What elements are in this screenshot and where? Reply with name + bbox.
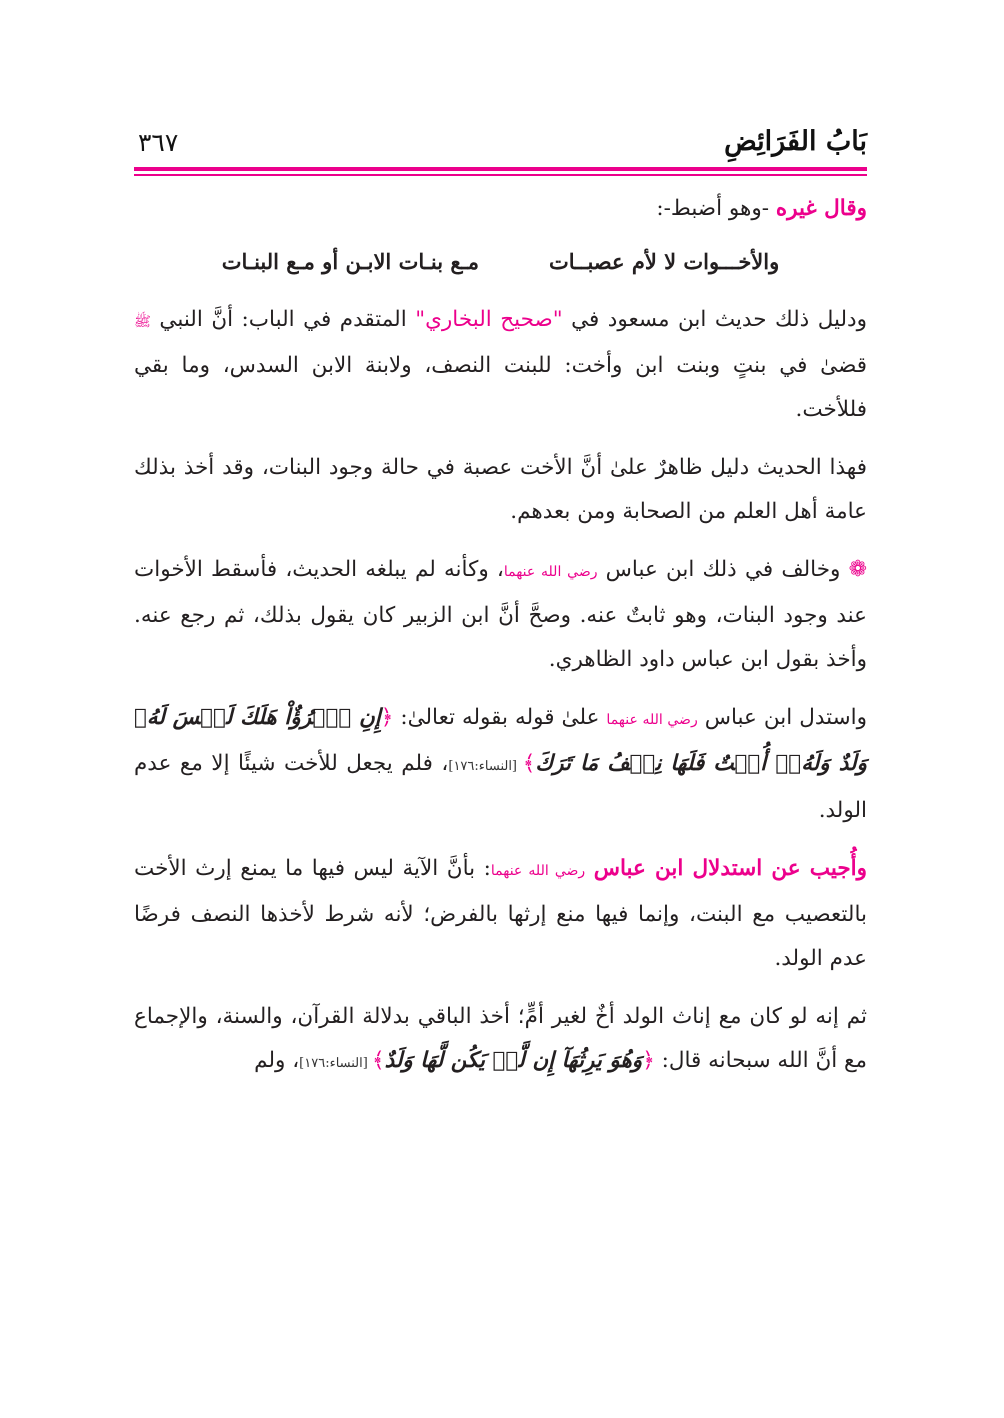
paragraph-6 xyxy=(134,995,867,1086)
verse-citation: [النساء:١٧٦] xyxy=(299,1056,372,1071)
p4-text-a: واستدل ابن عباس xyxy=(697,705,867,730)
page-body xyxy=(134,184,867,1086)
page-header xyxy=(134,126,867,166)
paragraph-2 xyxy=(134,446,867,534)
p2-text: فهذا الحديث دليل ظاهرٌ علىٰ أنَّ الأخت عصبة في حالة وجود البنات، وقد أخذ بذلك عامة أهل العلم من الصحابة ومن بعدهم. xyxy=(134,455,867,524)
flower-ornament-icon: ❁ xyxy=(848,557,868,582)
paragraph-4 xyxy=(134,696,867,833)
intro-rest: -وهو أضبط-: xyxy=(656,196,776,221)
p1-text-b: المتقدم في الباب: أنَّ النبي xyxy=(150,307,416,332)
radiya-glyph: رضي الله عنهما xyxy=(490,863,586,879)
p1-text-c: قضىٰ في بنتٍ وبنت ابن وأخت: للبنت النصف، ولابنة الابن السدس، وما بقي فللأخت. xyxy=(134,353,867,422)
quran-bracket-open: ﴿ xyxy=(380,705,394,730)
p4-text-c: ، فلم يجعل للأخت شيئًا إلا مع عدم الولد. xyxy=(134,751,867,823)
quran-bracket-open: ﴿ xyxy=(642,1048,655,1073)
quran-verse: إِنِ ٱمۡرُؤٌاْ هَلَكَ لَيۡسَ لَهُۥ وَلَدٌ وَلَهُۥٓ أُخۡتٌ فَلَهَا نِصۡفُ مَا تَرَكَ xyxy=(134,705,867,776)
verse-hemistich-2: مـع بنـات الابـن أو مـع البنـات xyxy=(221,249,479,274)
verse-citation: [النساء:١٧٦] xyxy=(448,759,523,774)
p6-text-b: ، ولم xyxy=(254,1048,300,1073)
p4-text-b: علىٰ قوله بقوله تعالىٰ: xyxy=(393,705,607,730)
paragraph-5 xyxy=(134,847,867,981)
header-rule-thick xyxy=(134,167,867,171)
paragraph-1 xyxy=(134,298,867,432)
poem-verse xyxy=(134,234,867,290)
salawat-glyph: ﷺ xyxy=(134,314,151,330)
paragraph-3 xyxy=(134,548,867,682)
intro-speaker: وقال غيره xyxy=(775,196,867,221)
intro-line xyxy=(134,184,867,234)
book-page xyxy=(134,0,867,1418)
p3-text-b: ، وكأنه لم يبلغه الحديث، فأسقط الأخوات عند وجود البنات، وهو ثابتٌ عنه. وصحَّ أنَّ ابن الزبير كان يقول بذلك، ثم رجع عنه. وأخذ بقول ابن عباس داود الظاهري. xyxy=(134,557,867,672)
verse-hemistich-1: والأخـــوات لا لأم عصبــات xyxy=(548,249,780,274)
p1-source-title: "صحيح البخاري" xyxy=(415,307,563,332)
p5-text: : بأنَّ الآية ليس فيها ما يمنع إرث الأخت بالتعصيب مع البنت، وإنما فيها منع إرثها بالفرض؛ لأنه شرط لأخذها النصف فرضًا عدم الولد. xyxy=(134,856,867,971)
p5-heading: وأُجيب عن استدلال ابن عباس xyxy=(593,856,868,881)
header-rule-thin xyxy=(134,174,867,176)
p6-text-a: ثم إنه لو كان مع إناث الولد أخٌ لغير أمٍّ؛ أخذ الباقي بدلالة القرآن، والسنة، والإجماع مع أنَّ الله سبحانه قال: xyxy=(134,1004,867,1073)
radiya-glyph: رضي الله عنهما xyxy=(503,564,598,580)
quran-verse: وَهُوَ يَرِثُهَآ إِن لَّمۡ يَكُن لَّهَا وَلَدٌ xyxy=(384,1048,643,1073)
p1-text-a: ودليل ذلك حديث ابن مسعود في xyxy=(562,307,867,332)
radiya-glyph: رضي الله عنهما xyxy=(606,712,698,728)
page-number: ٣٦٧ xyxy=(138,128,179,157)
quran-bracket-close: ﴾ xyxy=(522,751,536,776)
chapter-title: بَابُ الفَرَائِضِ xyxy=(724,126,867,157)
p3-text-a: وخالف في ذلك ابن عباس xyxy=(597,557,849,582)
quran-bracket-close: ﴾ xyxy=(371,1048,385,1073)
